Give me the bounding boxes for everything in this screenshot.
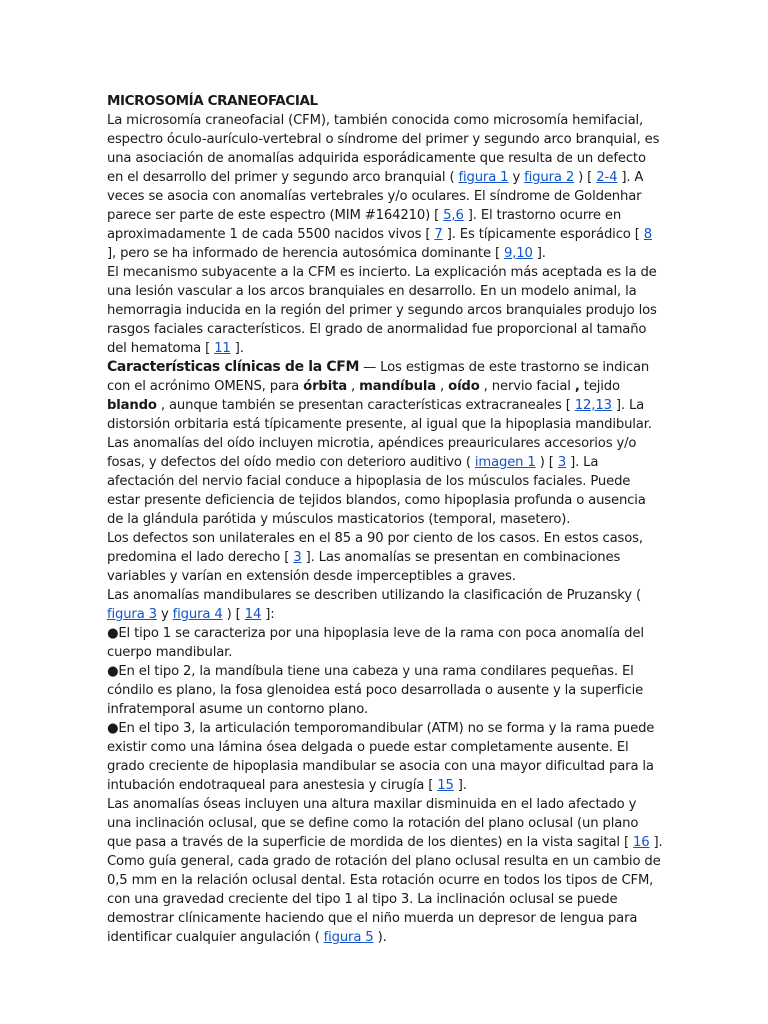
link-imagen-1[interactable]: imagen 1: [474, 455, 536, 470]
document-title: MICROSOMÍA CRANEOFACIAL: [107, 93, 318, 109]
text-run: Los defectos son unilaterales en el 85 a 90 por ciento de los casos. En estos casos, predomina el lado derecho [: [107, 531, 643, 565]
link-figura-5[interactable]: figura 5: [323, 930, 374, 945]
document-body: [107, 92, 663, 947]
text-run: ).: [373, 930, 387, 945]
text-run: ]. El trastorno ocurre en aproximadamente 1 de cada 5500 nacidos vivos [: [107, 208, 622, 242]
text-run: ,: [346, 379, 360, 394]
link-ref-7[interactable]: 7: [434, 227, 443, 242]
link-ref-2-4[interactable]: 2-4: [596, 170, 618, 185]
bold-term: ,: [574, 379, 580, 394]
link-ref-16[interactable]: 16: [632, 835, 650, 850]
text-run: ]. La distorsión orbitaria está típicamente presente, al igual que la hipoplasia mandibular. Las anomalías del oído incluyen microtia, apéndices preauriculares accesorios y/o fosas, y defectos del oído medio con deterioro auditivo (: [107, 398, 652, 470]
text-run: , nervio facial: [479, 379, 575, 394]
link-ref-5-6[interactable]: 5,6: [443, 208, 464, 223]
link-figura-2[interactable]: figura 2: [524, 170, 575, 185]
bullet-type-3: [107, 719, 663, 795]
text-run: ) [: [574, 170, 597, 185]
bold-term: oído: [448, 379, 480, 394]
bold-term: órbita: [303, 379, 347, 394]
text-run: ].: [230, 341, 244, 356]
text-run: ,: [436, 379, 449, 394]
text-run: , aunque también se presentan características extracraneales [: [156, 398, 575, 413]
link-ref-15[interactable]: 15: [437, 778, 454, 793]
text-run: ]. La afectación del nervio facial conduce a hipoplasia de los músculos faciales. Puede estar presente deficiencia de tejidos blandos, como hipoplasia profunda o ausencia de la glándula parótida y músculos masticatorios (temporal, masetero).: [107, 455, 646, 527]
text-run: ].: [453, 778, 467, 793]
link-ref-11[interactable]: 11: [214, 341, 231, 356]
link-ref-8[interactable]: 8: [643, 227, 653, 242]
link-figura-4[interactable]: figura 4: [172, 607, 223, 622]
text-run: ) [: [535, 455, 558, 470]
link-figura-1[interactable]: figura 1: [458, 170, 509, 185]
bold-term: mandíbula: [359, 379, 437, 394]
text-run: ].: [532, 246, 546, 261]
text-run: ], pero se ha informado de herencia autosómica dominante [: [107, 246, 504, 261]
section-heading: Características clínicas de la CFM: [107, 359, 360, 375]
paragraph-defects: [107, 529, 663, 586]
text-run: Las anomalías óseas incluyen una altura maxilar disminuida en el lado afectado y una inclinación oclusal, que se define como la rotación del plano oclusal (un plano que pasa a través de la superficie de mordida de los dientes) en la vista sagital [: [107, 797, 639, 850]
text-run: ]. Es típicamente esporádico [: [442, 227, 644, 242]
text-run: tejido: [579, 379, 620, 394]
text-run: ]. Como guía general, cada grado de rotación del plano oclusal resulta en un cambio de 0,5 mm en la relación oclusal dental. Esta rotación ocurre en todos los tipos de CFM, con una gravedad creciente del tipo 1 al tipo 3. La inclinación oclusal se puede demostrar clínicamente haciendo que el niño muerda un depresor de lengua para identificar cualquier angulación (: [107, 835, 663, 945]
paragraph-intro: [107, 111, 663, 263]
paragraph-clinical: [107, 358, 663, 529]
bullet-type-1: ●El tipo 1 se caracteriza por una hipoplasia leve de la rama con poca anomalía del cuerpo mandibular.: [107, 626, 644, 660]
link-ref-14[interactable]: 14: [244, 607, 262, 622]
text-run: Las anomalías mandibulares se describen utilizando la clasificación de Pruzansky (: [107, 588, 641, 603]
link-figura-3[interactable]: figura 3: [107, 607, 157, 622]
paragraph-bone-anomalies: [107, 795, 663, 947]
text-run: ]:: [261, 607, 275, 622]
text-run: ]. Las anomalías se presentan en combinaciones variables y varían en extensión desde imperceptibles a graves.: [107, 550, 621, 584]
text-run: La microsomía craneofacial (CFM), también conocida como microsomía hemifacial, espectro óculo-aurículo-vertebral o síndrome del primer y segundo arco branquial, es una asociación de anomalías adquirida esporádicamente que resulta de un defecto en el desarrollo del primer y segundo arco branquial (: [107, 113, 660, 185]
text-run: — Los estigmas de este trastorno se indican con el acrónimo OMENS, para: [107, 360, 650, 394]
text-run: ]. A veces se asocia con anomalías vertebrales y/o oculares. El síndrome de Goldenhar parece ser parte de este espectro (MIM #164210) [: [107, 170, 644, 223]
link-ref-3[interactable]: 3: [557, 455, 567, 470]
link-ref-9-10[interactable]: 9,10: [504, 246, 533, 261]
paragraph-mechanism: [107, 263, 663, 358]
text-run: ) [: [222, 607, 245, 622]
bullet-type-2: ●En el tipo 2, la mandíbula tiene una cabeza y una rama condilares pequeñas. El cóndilo es plano, la fosa glenoidea está poco desarrollada o ausente y la superficie infratemporal asume un contorno plano.: [107, 664, 644, 717]
text-run: y: [156, 607, 173, 622]
link-ref-3b[interactable]: 3: [293, 550, 302, 565]
text-run: y: [508, 170, 525, 185]
text-run: El mecanismo subyacente a la CFM es incierto. La explicación más aceptada es la de una lesión vascular a los arcos branquiales en desarrollo. En un modelo animal, la hemorragia inducida en la región del primer y segundo arcos branquiales produjo los rasgos faciales característicos. El grado de anormalidad fue proporcional al tamaño del hematoma [: [107, 265, 657, 356]
paragraph-pruzansky: [107, 586, 663, 624]
text-run: ●En el tipo 3, la articulación temporomandibular (ATM) no se forma y la rama puede existir como una lámina ósea delgada o puede estar completamente ausente. El grado creciente de hipoplasia mandibular se asocia con una mayor dificultad para la intubación endotraqueal para anestesia y cirugía [: [107, 721, 655, 793]
bold-term: blando: [107, 398, 157, 413]
link-ref-12-13[interactable]: 12,13: [574, 398, 612, 413]
